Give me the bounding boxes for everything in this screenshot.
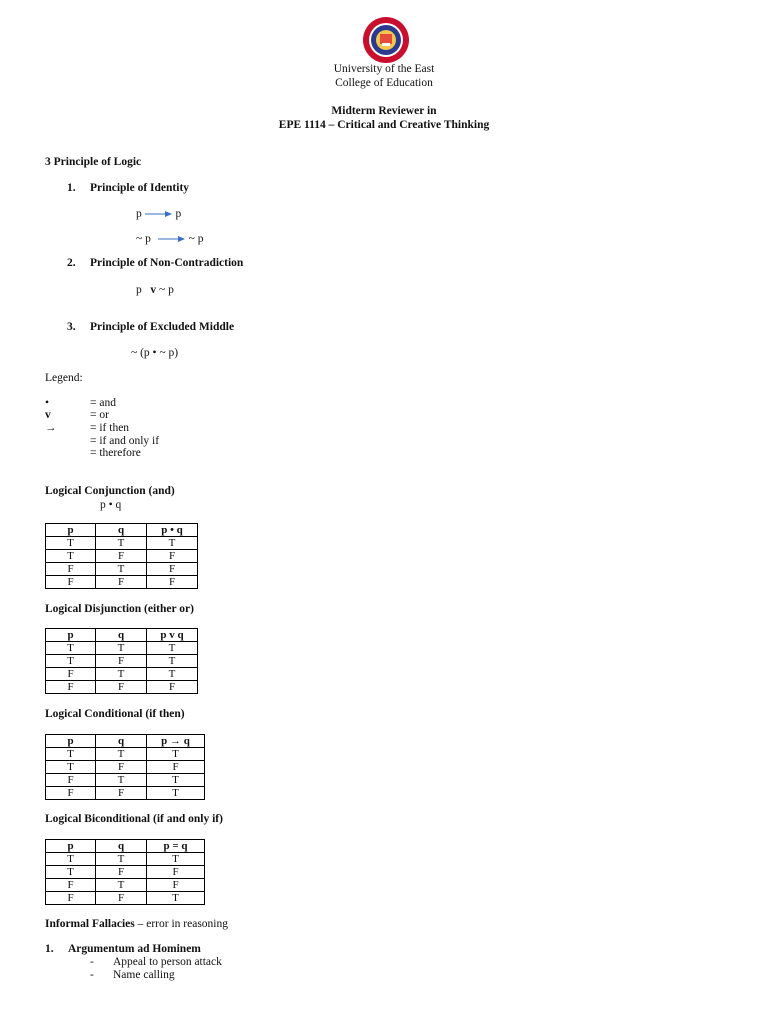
table-cell: T bbox=[46, 853, 96, 866]
identity-formula-2 bbox=[136, 233, 203, 245]
formula-operator: v bbox=[150, 284, 157, 296]
fallacy-number: 1. bbox=[45, 943, 54, 955]
table-cell: F bbox=[46, 774, 96, 787]
table-cell: T bbox=[147, 774, 205, 787]
table-row bbox=[46, 866, 205, 879]
table-cell: F bbox=[96, 761, 147, 774]
formula-var: ~ p bbox=[136, 233, 151, 245]
header-cell: p → q bbox=[147, 735, 205, 748]
excluded-middle-formula: ~ (p • ~ p) bbox=[131, 347, 179, 359]
table-row bbox=[46, 748, 205, 761]
table-cell: F bbox=[96, 892, 147, 905]
college-name: College of Education bbox=[335, 77, 433, 89]
table-row bbox=[46, 853, 205, 866]
table-row bbox=[46, 655, 198, 668]
header-cell: q bbox=[96, 735, 147, 748]
disjunction-heading: Logical Disjunction (either or) bbox=[45, 603, 194, 615]
formula-var: p bbox=[136, 284, 142, 296]
table-cell: F bbox=[147, 550, 198, 563]
fallacy-point: Appeal to person attack bbox=[113, 956, 222, 968]
conjunction-formula: p • q bbox=[100, 499, 122, 511]
table-cell: T bbox=[147, 537, 198, 550]
table-row bbox=[46, 563, 198, 576]
table-cell: T bbox=[96, 537, 147, 550]
legend-meaning: = if then bbox=[90, 422, 130, 434]
table-cell: F bbox=[147, 563, 198, 576]
fallacy-point: Name calling bbox=[113, 969, 175, 981]
table-cell: T bbox=[147, 853, 205, 866]
table-cell: F bbox=[96, 655, 147, 668]
table-header-row bbox=[46, 735, 205, 748]
legend-title: Legend: bbox=[45, 372, 83, 384]
fallacies-heading: Informal Fallacies bbox=[45, 918, 135, 930]
table-header-row bbox=[46, 840, 205, 853]
table-cell: T bbox=[96, 642, 147, 655]
table-row bbox=[46, 576, 198, 589]
table-row bbox=[46, 550, 198, 563]
principle-number-1: 1. bbox=[67, 182, 76, 194]
table-cell: T bbox=[46, 550, 96, 563]
conditional-heading: Logical Conditional (if then) bbox=[45, 708, 185, 720]
header-cell: q bbox=[96, 629, 147, 642]
table-row bbox=[46, 681, 198, 694]
table-cell: F bbox=[46, 681, 96, 694]
table-cell: T bbox=[46, 642, 96, 655]
table-row bbox=[46, 642, 198, 655]
header-cell: p bbox=[46, 735, 96, 748]
disjunction-truth-table bbox=[45, 628, 198, 694]
table-cell: F bbox=[96, 576, 147, 589]
table-cell: F bbox=[147, 761, 205, 774]
table-cell: F bbox=[147, 879, 205, 892]
table-cell: F bbox=[96, 681, 147, 694]
university-seal-logo bbox=[356, 16, 416, 64]
legend-meaning: = therefore bbox=[90, 447, 141, 459]
table-row bbox=[46, 879, 205, 892]
biconditional-truth-table bbox=[45, 839, 205, 905]
table-row bbox=[46, 892, 205, 905]
doc-title-line2: EPE 1114 – Critical and Creative Thinking bbox=[278, 119, 490, 131]
table-cell: T bbox=[46, 748, 96, 761]
formula-var: ~ p bbox=[188, 233, 204, 245]
table-row bbox=[46, 774, 205, 787]
fallacy-name: Argumentum ad Hominem bbox=[68, 943, 201, 955]
header-cell: p bbox=[46, 840, 96, 853]
table-cell: T bbox=[147, 655, 198, 668]
legend-meaning: = and bbox=[90, 397, 116, 409]
table-cell: T bbox=[46, 761, 96, 774]
table-cell: F bbox=[96, 866, 147, 879]
noncontradiction-formula bbox=[136, 284, 174, 296]
table-cell: F bbox=[46, 668, 96, 681]
table-cell: T bbox=[46, 655, 96, 668]
legend-symbol: v bbox=[45, 409, 51, 421]
table-cell: T bbox=[96, 853, 147, 866]
bullet-dash: - bbox=[90, 956, 94, 968]
biconditional-heading: Logical Biconditional (if and only if) bbox=[45, 813, 223, 825]
table-cell: F bbox=[147, 681, 198, 694]
header-cell: p = q bbox=[147, 840, 205, 853]
header-cell: p bbox=[46, 524, 96, 537]
header-cell: p bbox=[46, 629, 96, 642]
table-cell: T bbox=[147, 787, 205, 800]
principle-name-2: Principle of Non-Contradiction bbox=[90, 257, 244, 269]
header-cell: p v q bbox=[147, 629, 198, 642]
table-cell: F bbox=[46, 787, 96, 800]
table-cell: T bbox=[96, 774, 147, 787]
table-cell: T bbox=[147, 642, 198, 655]
header-cell: q bbox=[96, 840, 147, 853]
table-cell: F bbox=[46, 563, 96, 576]
fallacies-subtitle: – error in reasoning bbox=[137, 918, 228, 930]
table-header-row bbox=[46, 629, 198, 642]
formula-var: p bbox=[136, 208, 142, 220]
table-header-row bbox=[46, 524, 198, 537]
table-cell: T bbox=[46, 866, 96, 879]
implies-arrow-icon bbox=[154, 235, 186, 243]
table-cell: T bbox=[96, 748, 147, 761]
table-cell: F bbox=[96, 787, 147, 800]
table-cell: F bbox=[147, 866, 205, 879]
identity-formula-1 bbox=[136, 208, 181, 220]
table-cell: F bbox=[46, 892, 96, 905]
principles-heading: 3 Principle of Logic bbox=[45, 156, 142, 168]
table-cell: F bbox=[96, 550, 147, 563]
formula-var: p bbox=[175, 208, 182, 220]
bullet-dash: - bbox=[90, 969, 94, 981]
legend-symbol: → bbox=[45, 422, 57, 434]
table-cell: F bbox=[46, 879, 96, 892]
table-row bbox=[46, 668, 198, 681]
table-row bbox=[46, 787, 205, 800]
table-cell: F bbox=[147, 576, 198, 589]
table-cell: T bbox=[147, 748, 205, 761]
formula-var: ~ p bbox=[159, 284, 174, 296]
principle-number-2: 2. bbox=[67, 257, 76, 269]
table-cell: T bbox=[96, 668, 147, 681]
conjunction-truth-table bbox=[45, 523, 198, 589]
table-cell: F bbox=[46, 576, 96, 589]
conditional-truth-table bbox=[45, 734, 205, 800]
header-cell: q bbox=[96, 524, 147, 537]
legend-meaning: = or bbox=[90, 409, 109, 421]
university-name: University of the East bbox=[333, 63, 435, 75]
principle-name-3: Principle of Excluded Middle bbox=[90, 321, 235, 333]
table-cell: T bbox=[96, 879, 147, 892]
conjunction-heading: Logical Conjunction (and) bbox=[45, 485, 175, 497]
table-cell: T bbox=[46, 537, 96, 550]
header-cell: p • q bbox=[147, 524, 198, 537]
table-cell: T bbox=[96, 563, 147, 576]
legend-symbol: • bbox=[45, 397, 50, 409]
fallacies-heading-line bbox=[45, 918, 228, 930]
doc-title-line1: Midterm Reviewer in bbox=[331, 105, 437, 117]
legend-meaning: = if and only if bbox=[90, 435, 160, 447]
implies-arrow-icon bbox=[145, 210, 173, 218]
table-cell: T bbox=[147, 892, 205, 905]
table-row bbox=[46, 537, 198, 550]
principle-name-1: Principle of Identity bbox=[90, 182, 190, 194]
table-cell: T bbox=[147, 668, 198, 681]
table-row bbox=[46, 761, 205, 774]
principle-number-3: 3. bbox=[67, 321, 76, 333]
